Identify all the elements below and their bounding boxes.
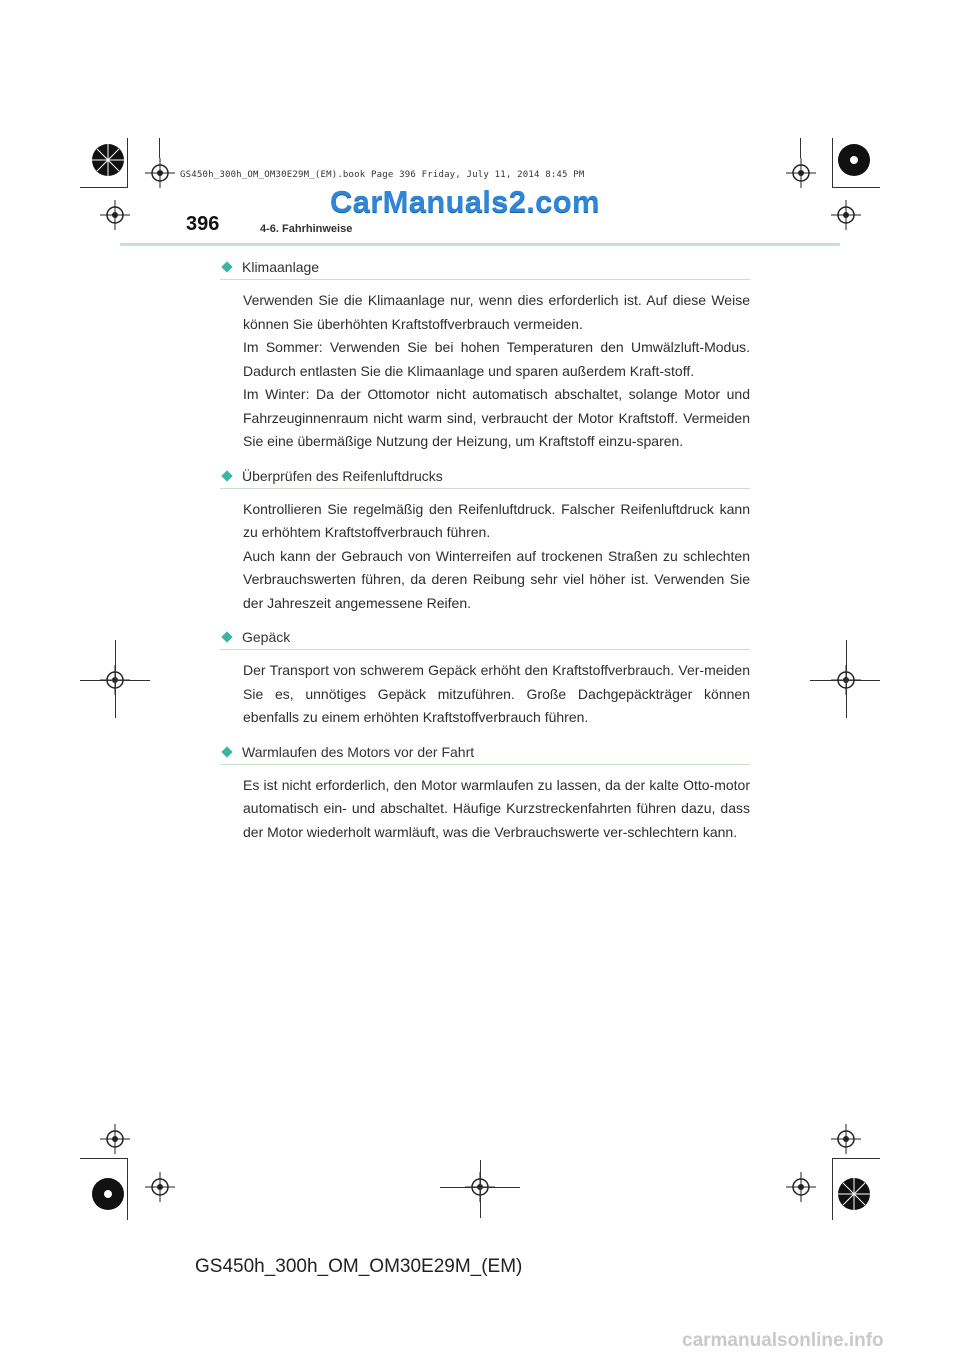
registration-mark-icon [90,142,126,178]
section-klimaanlage [220,255,750,454]
section-title [220,464,750,489]
diamond-bullet-icon [221,631,232,642]
crosshair-icon [145,158,175,188]
page-content [220,255,750,854]
section-title [220,255,750,280]
section-title [220,740,750,765]
paragraph: Verwenden Sie die Klimaanlage nur, wenn dies erforderlich ist. Auf diese Weise können Sie überhöhten Kraftstoffverbrauch vermeiden. [243,292,750,332]
section-warmlaufen [220,740,750,845]
section-body [220,659,750,730]
registration-mark-icon [836,1176,872,1212]
page-number: 396 [186,213,220,235]
registration-mark-icon [836,142,872,178]
footer-code: GS450h_300h_OM_OM30E29M_(EM) [195,1256,523,1277]
paragraph: Im Winter: Da der Ottomotor nicht automatisch abschaltet, solange Motor und Fahrzeuginnenraum nicht warm sind, verbraucht der Motor Kraftstoff. Vermeiden Sie eine übermäßige Nutzung der Heizung, um Kraftstoff einzu-sparen. [243,386,750,449]
paragraph: Es ist nicht erforderlich, den Motor warmlaufen zu lassen, da der kalte Otto-motor automatisch ein- und abschaltet. Häufige Kurzstreckenfahrten führen dazu, dass der Motor wiederholt warmläuft, was die Verbrauchswerte ver-schlechtern kann. [243,776,750,840]
paragraph: Auch kann der Gebrauch von Winterreifen auf trockenen Straßen zu schlechten Verbrauchswerten führen, da deren Reibung sehr viel höher ist. Verwenden Sie der Jahreszeit angemessene Reifen. [243,547,750,611]
paragraph: Kontrollieren Sie regelmäßig den Reifenluftdruck. Falscher Reifenluftdruck kann zu erhöhtem Kraftstoffverbrauch führen. [243,500,750,540]
section-title-text: Gepäck [242,629,291,645]
paragraph: Der Transport von schwerem Gepäck erhöht den Kraftstoffverbrauch. Ver-meiden Sie es, unnötiges Gepäck mitzuführen. Große Dachgepäckträger können ebenfalls zu einem erhöhten Kraftstoffverbrauch führen. [243,662,750,725]
crosshair-icon [786,158,816,188]
section-reifenluftdruck [220,464,750,616]
section-title-text: Klimaanlage [242,259,320,275]
crosshair-icon [100,200,130,230]
diamond-bullet-icon [221,470,232,481]
crosshair-icon [831,200,861,230]
crosshair-icon [145,1172,175,1202]
section-body [220,774,750,845]
watermark-bottom: carmanualsonline.info [682,1330,884,1351]
crosshair-icon [786,1172,816,1202]
registration-mark-icon [90,1176,126,1212]
diamond-bullet-icon [221,746,232,757]
crosshair-icon [831,1124,861,1154]
header-rule [120,243,840,246]
diamond-bullet-icon [221,261,232,272]
book-info: GS450h_300h_OM_OM30E29M_(EM).book Page 396 Friday, July 11, 2014 8:45 PM [180,170,585,180]
section-title [220,625,750,650]
section-gepaeck [220,625,750,730]
section-title-text: Warmlaufen des Motors vor der Fahrt [242,743,475,760]
section-title-text: Überprüfen des Reifenluftdrucks [242,467,443,484]
crosshair-icon [100,1124,130,1154]
section-body [220,289,750,454]
watermark-top: CarManuals2.com [330,184,600,219]
section-body [220,498,750,616]
paragraph: Im Sommer: Verwenden Sie bei hohen Temperaturen den Umwälzluft-Modus. Dadurch entlasten Sie die Klimaanlage und sparen außerdem Kraft-stoff. [243,339,750,379]
section-heading: 4-6. Fahrhinweise [260,223,353,235]
